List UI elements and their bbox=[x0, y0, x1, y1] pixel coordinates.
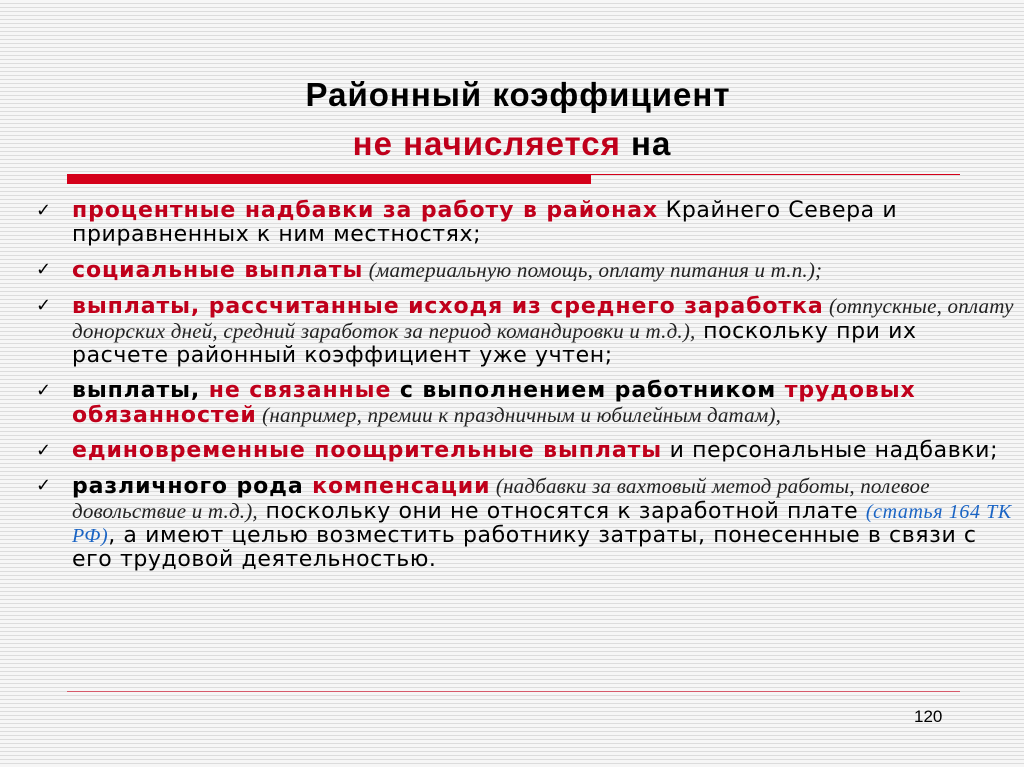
item-highlight: социальные выплаты bbox=[72, 258, 364, 283]
item-highlight: выплаты, рассчитанные исходя из среднего заработка bbox=[72, 294, 824, 319]
item-note: (например, премии к праздничным и юбилейным датам), bbox=[256, 403, 782, 427]
title-underline-thin bbox=[591, 174, 960, 175]
title-line-1: Районный коэффициент bbox=[305, 76, 731, 113]
page-number: 120 bbox=[914, 707, 943, 726]
law-reference-link[interactable]: (статья 164 ТК РФ) bbox=[72, 501, 1012, 547]
item-text: поскольку при их расчете районный коэффициент уже учтен; bbox=[72, 319, 917, 368]
check-icon: ✓ bbox=[36, 200, 52, 221]
list-item bbox=[24, 294, 1014, 368]
title-tail: на bbox=[620, 125, 672, 162]
list-item bbox=[24, 199, 1014, 247]
check-icon: ✓ bbox=[36, 380, 52, 401]
list-item bbox=[24, 258, 1014, 283]
check-icon: ✓ bbox=[36, 295, 52, 316]
item-text: Крайнего Севера и приравненных к ним местностях; bbox=[72, 198, 898, 247]
exclusion-list bbox=[24, 199, 1014, 583]
item-note: (отпускные, оплату донорских дней, средний заработок за период командировки и т.д.), bbox=[72, 294, 1014, 343]
item-text: , а имеют целью возместить работнику затраты, понесенные в связи с его трудовой деятельностью. bbox=[72, 523, 977, 572]
check-icon: ✓ bbox=[36, 475, 52, 496]
item-highlight: не связанные bbox=[208, 378, 392, 403]
footer-divider bbox=[67, 691, 960, 692]
item-highlight: единовременные поощрительные выплаты bbox=[72, 438, 663, 463]
item-highlight: трудовых обязанностей bbox=[72, 378, 916, 428]
item-text: и персональные надбавки; bbox=[662, 438, 999, 463]
title-highlight: не начисляется bbox=[352, 125, 621, 162]
item-highlight: компенсации bbox=[312, 474, 491, 499]
list-item bbox=[24, 379, 1014, 428]
check-icon: ✓ bbox=[36, 259, 52, 280]
list-item bbox=[24, 474, 1014, 572]
item-bold: различного рода bbox=[72, 474, 313, 499]
title-line-2 bbox=[0, 125, 1024, 163]
item-highlight: процентные надбавки за работу в районах bbox=[72, 198, 659, 223]
item-bold: выплаты, bbox=[72, 378, 209, 403]
check-icon: ✓ bbox=[36, 440, 52, 461]
item-note: (надбавки за вахтовый метод работы, полевое довольствие и т.д.), bbox=[72, 474, 930, 523]
item-text: поскольку они не относятся к заработной плате bbox=[257, 499, 866, 524]
item-note: (материальную помощь, оплату питания и т.п.); bbox=[363, 258, 823, 282]
item-bold: с выполнением работником bbox=[391, 378, 785, 403]
title-underline-thick bbox=[67, 174, 591, 184]
list-item bbox=[24, 439, 1014, 463]
